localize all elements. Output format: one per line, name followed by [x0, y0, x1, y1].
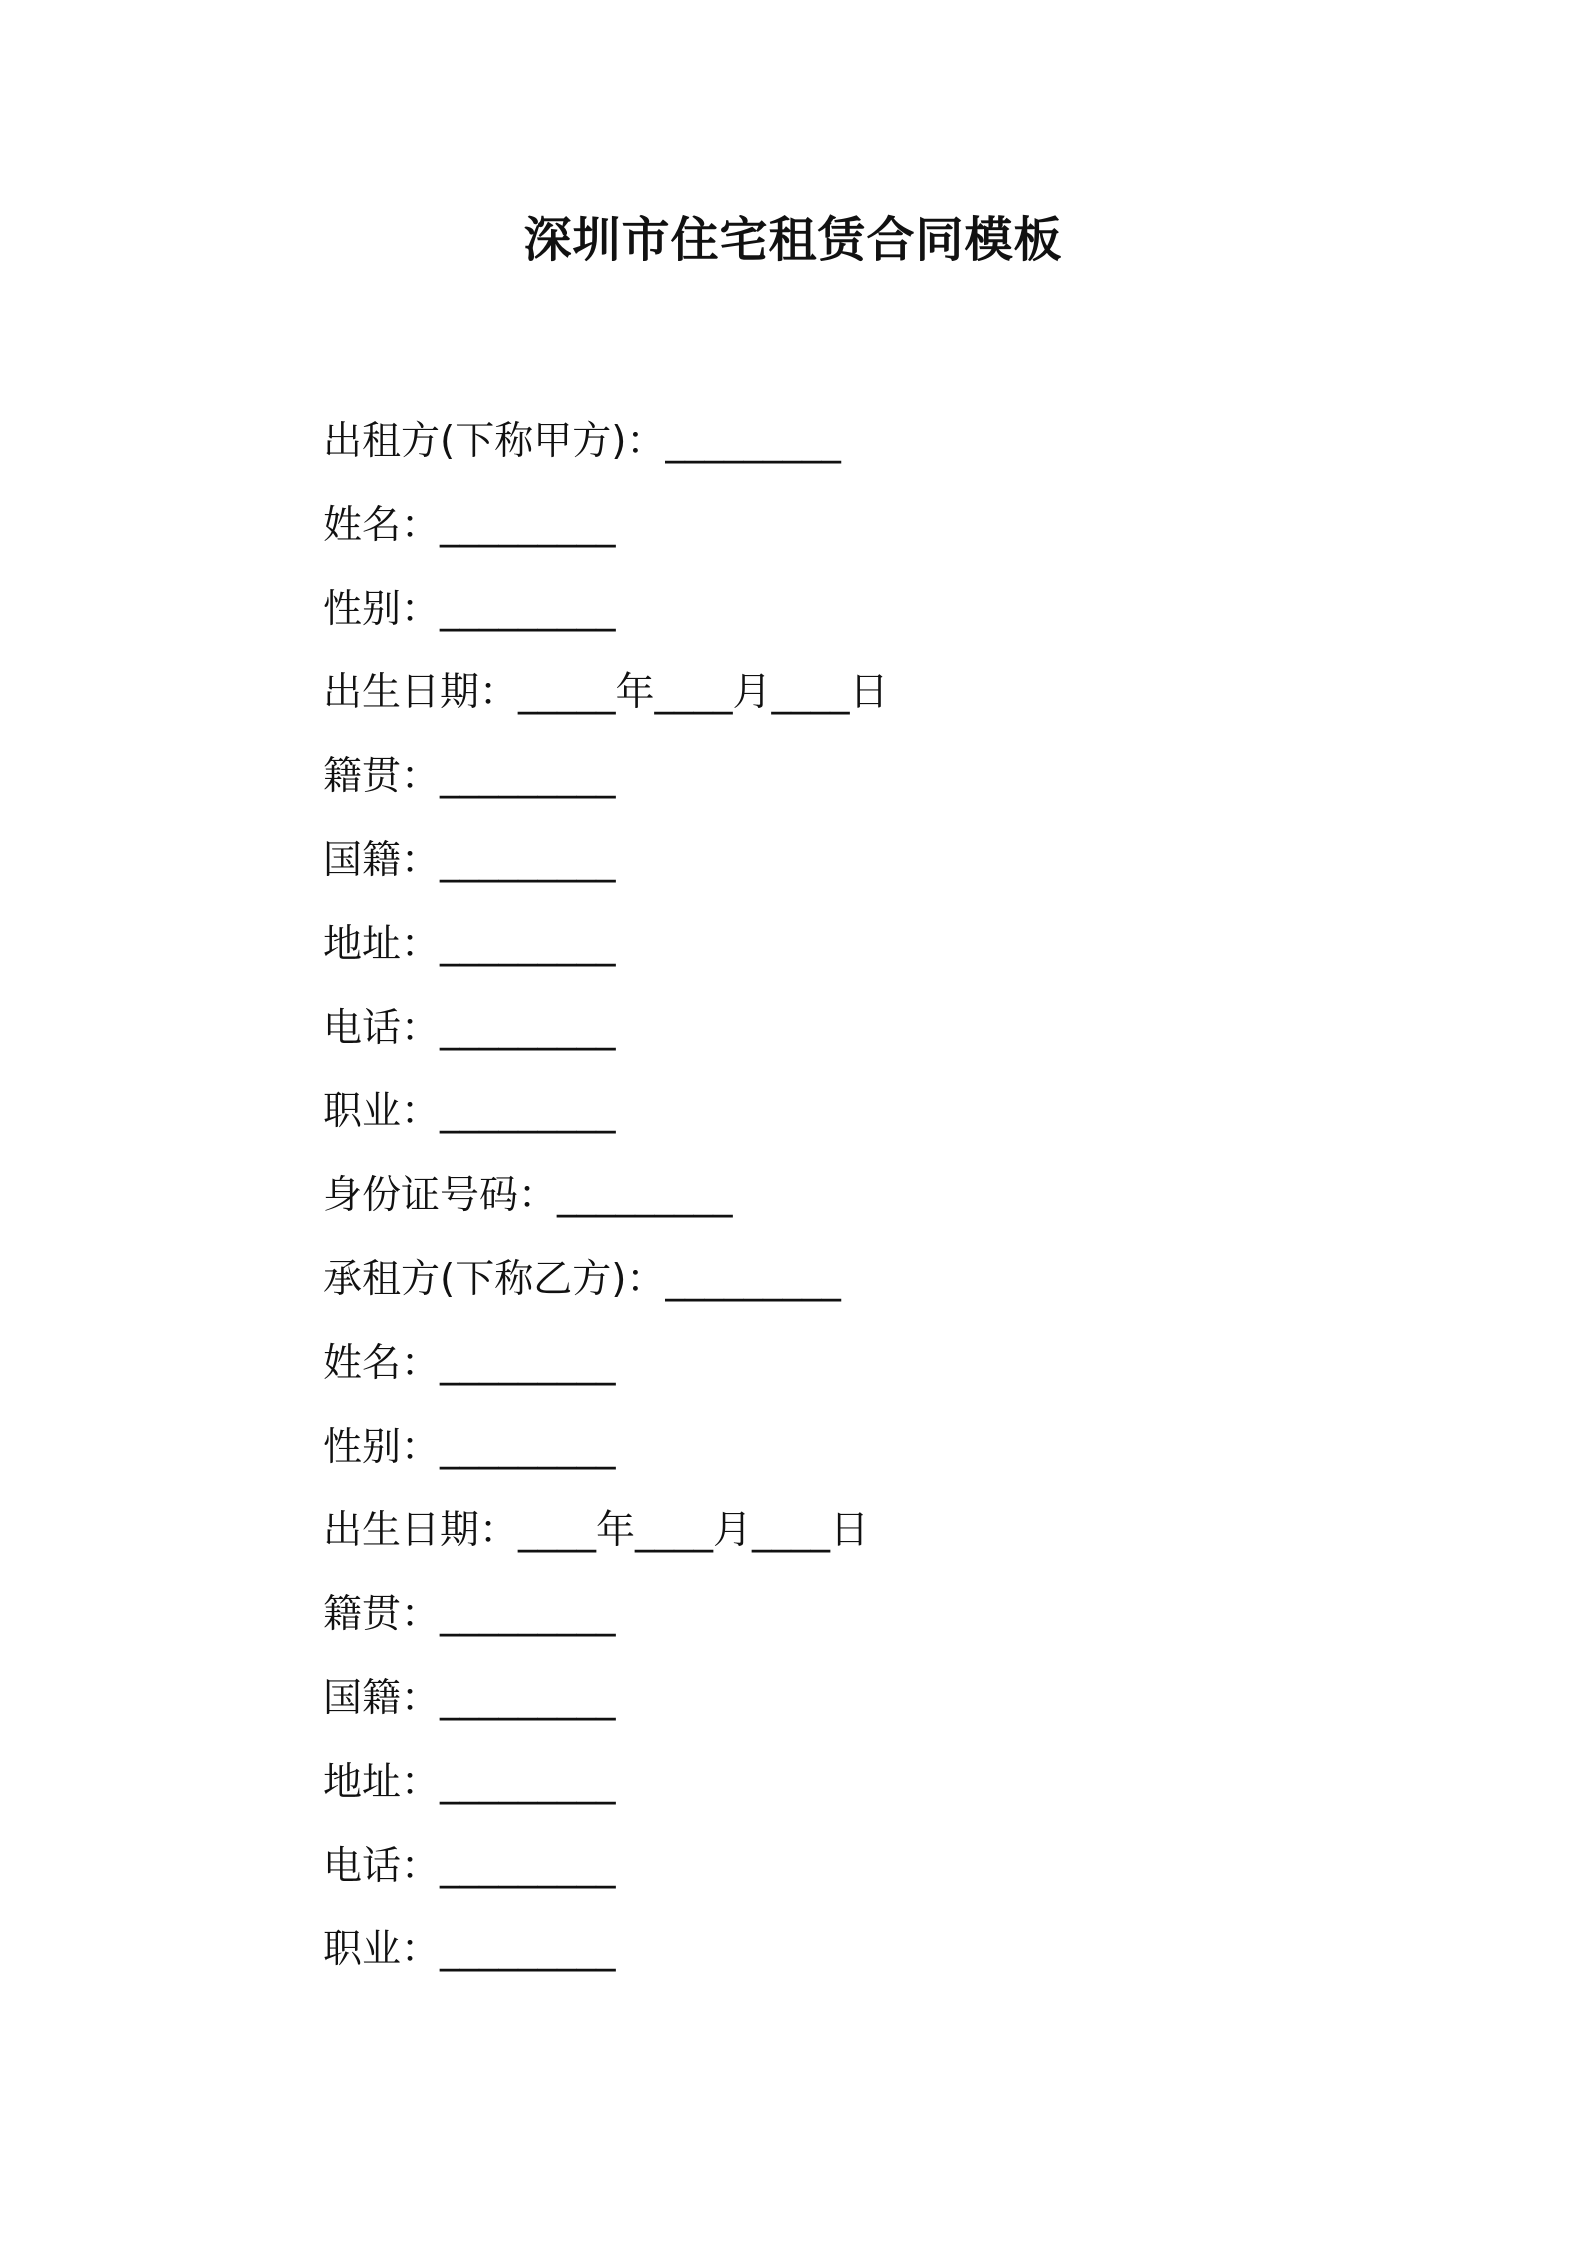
lessor-address-line: 地址：_________	[323, 921, 616, 967]
lessee-native-place-line: 籍贯：_________	[323, 1592, 616, 1638]
lessee-birthdate-line: 出生日期：____年____月____日	[323, 1508, 870, 1554]
contract-fields	[323, 400, 1423, 1992]
lessee-line: 承租方(下称乙方)：_________	[323, 1256, 841, 1302]
lessee-address-line: 地址：_________	[323, 1759, 616, 1805]
lessor-phone-line: 电话：_________	[323, 1005, 616, 1051]
lessee-phone-line: 电话：_________	[323, 1843, 616, 1889]
lessor-gender-line: 性别：_________	[323, 586, 616, 632]
lessee-nationality-line: 国籍：_________	[323, 1675, 616, 1721]
lessee-occupation-line: 职业：_________	[323, 1927, 616, 1973]
lessee-name-line: 姓名：_________	[323, 1340, 616, 1386]
lessor-birthdate-line: 出生日期：_____年____月____日	[323, 670, 889, 716]
lessor-name-line: 姓名：_________	[323, 502, 616, 548]
lessor-id-number-line: 身份证号码：_________	[323, 1173, 733, 1219]
lessor-nationality-line: 国籍：_________	[323, 837, 616, 883]
lessor-line: 出租方(下称甲方)：_________	[323, 419, 841, 464]
document-title: 深圳市住宅租赁合同模板	[523, 212, 1063, 268]
lessor-native-place-line: 籍贯：_________	[323, 754, 616, 800]
lessee-gender-line: 性别：_________	[323, 1424, 616, 1470]
lessor-occupation-line: 职业：_________	[323, 1089, 616, 1135]
